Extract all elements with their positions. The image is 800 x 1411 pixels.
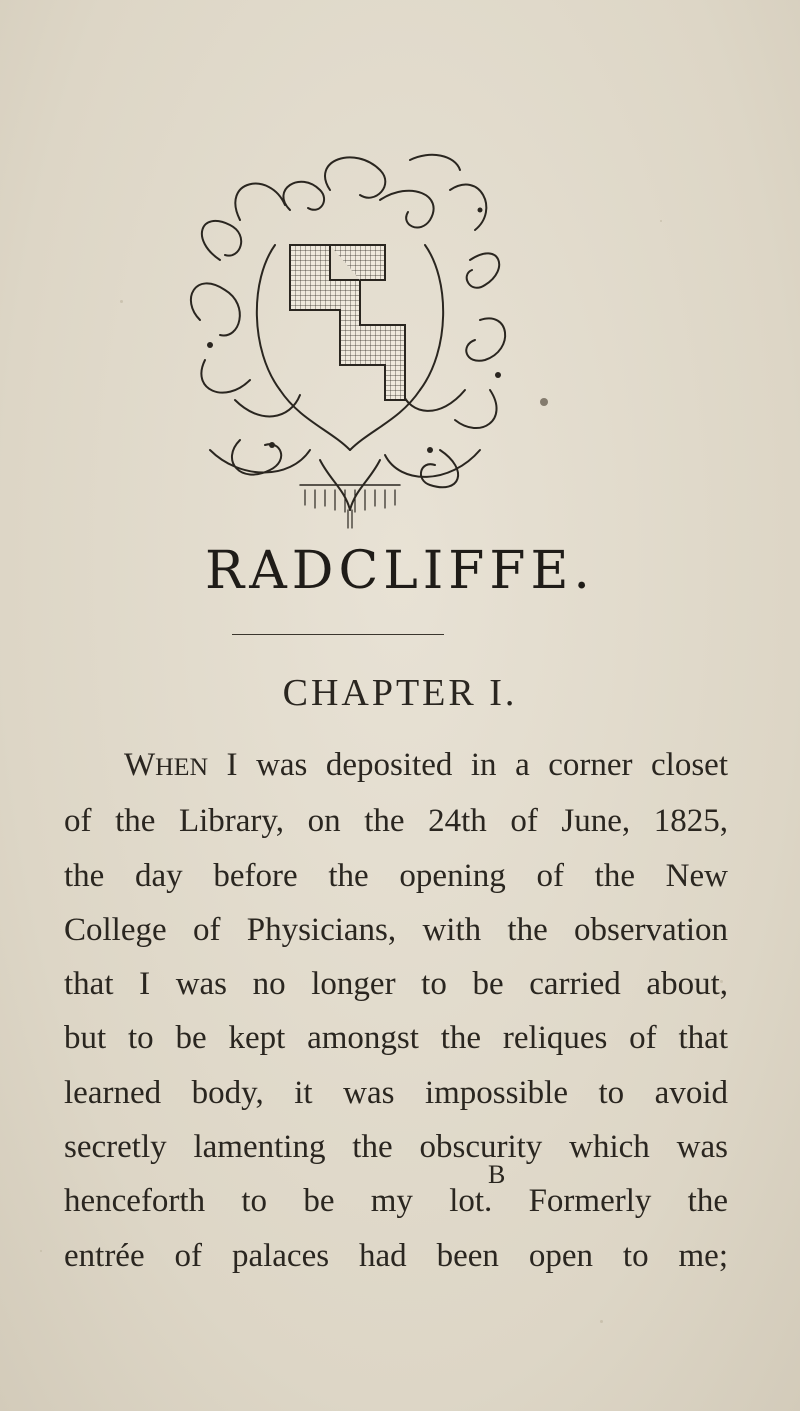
text-line: secretly lamenting the obscurity which was [64,1129,728,1166]
text-line: of the Library, on the 24th of June, 1825, [64,803,728,840]
text-line: College of Physicians, with the observation [64,911,728,948]
text-line: WHEN I was deposited in a corner closet [124,747,728,783]
ornamental-shield-icon [180,150,520,530]
text-line: but to be kept amongst the reliques of that [64,1020,728,1057]
chapter-body-text [64,738,728,1283]
book-title: RADCLIFFE. [205,541,595,601]
text-line: learned body, it was impossible to avoid [64,1074,728,1111]
text-line: that I was no longer to be carried about, [64,966,728,1003]
chapter-heading: CHAPTER I. [282,672,518,714]
signature-mark: B [488,1160,506,1189]
text-line: entrée of palaces had been open to me; [64,1237,728,1274]
title-divider [232,634,444,635]
text-line: henceforth to be my lot. Formerly the [64,1183,728,1220]
text-line: the day before the opening of the New [64,857,728,894]
